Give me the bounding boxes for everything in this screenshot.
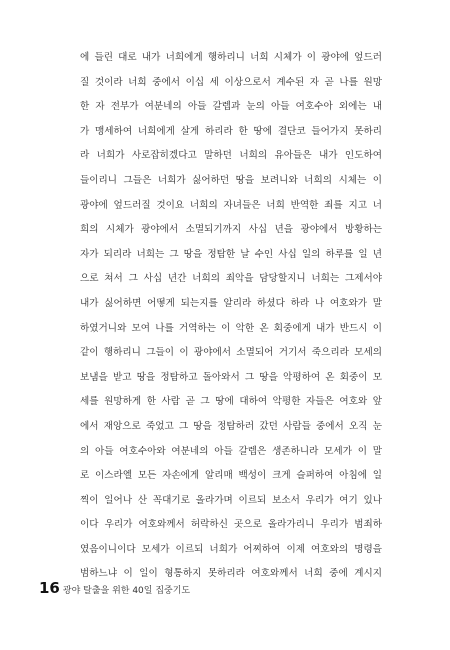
text-line: 로 이스라엘 모든 자손에게 알리매 백성이 크게 슬퍼하여 아침에 일 [80, 470, 382, 482]
text-line: 한 자 전부가 여분네의 아들 갈렙과 눈의 아들 여호수아 외에는 내 [80, 101, 382, 113]
text-line: 찍이 일어나 산 꼭대기로 올라가며 이르되 보소서 우리가 여기 있나 [80, 494, 382, 506]
text-line: 범하느냐 이 일이 형통하지 못하리라 여호와께서 너희 중에 계시지 [80, 568, 382, 580]
text-line: 에서 재앙으로 죽었고 그 땅을 정탐하러 갔던 사람들 중에서 오직 눈 [80, 420, 382, 432]
text-line: 하였거니와 모여 나를 거역하는 이 악한 온 회중에게 내가 반드시 이 [80, 322, 382, 334]
page-footer [39, 579, 190, 599]
text-line: 에 들린 대로 내가 너희에게 행하리니 너희 시체가 이 광야에 엎드러 [80, 52, 382, 63]
text-line: 의 아들 여호수아와 여분네의 아들 갈렙은 생존하니라 모세가 이 말 [80, 445, 382, 457]
running-title: 광야 탈출을 위한 40일 집중기도 [62, 586, 191, 596]
text-line: 질 것이라 너희 중에서 이십 세 이상으로서 계수된 자 곧 나를 원망 [80, 76, 382, 88]
text-line: 보냄을 받고 땅을 정탐하고 돌아와서 그 땅을 악평하여 온 회중이 모 [80, 371, 382, 383]
text-line: 내가 싫어하면 어떻게 되는지를 알리라 하셨다 하라 나 여호와가 말 [80, 297, 382, 309]
text-line: 였음이니이다 모세가 이르되 너희가 어찌하여 이제 여호와의 명령을 [80, 543, 382, 555]
text-line: 자가 되리라 너희는 그 땅을 정탐한 날 수인 사십 일의 하루를 일 년 [80, 248, 382, 260]
text-line: 라 너희가 사로잡히겠다고 말하던 너희의 유아들은 내가 인도하여 [80, 150, 382, 162]
text-line: 이다 우리가 여호와께서 허락하신 곳으로 올라가리니 우리가 범죄하 [80, 519, 382, 531]
text-line: 광야에 엎드러질 것이요 너희의 자녀들은 너희 반역한 죄를 지고 너 [80, 199, 382, 211]
text-line: 같이 행하리니 그들이 이 광야에서 소멸되어 거기서 죽으리라 모세의 [80, 347, 382, 359]
text-line: 희의 시체가 광야에서 소멸되기까지 사십 년을 광야에서 방황하는 [80, 224, 382, 236]
body-text [80, 46, 382, 587]
text-line: 세를 원망하게 한 사람 곧 그 땅에 대하여 악평한 자들은 여호와 앞 [80, 396, 382, 408]
page-number: 16 [39, 579, 60, 597]
text-line: 가 맹세하여 너희에게 살게 하리라 한 땅에 결단코 들어가지 못하리 [80, 125, 382, 137]
text-line: 들이리니 그들은 너희가 싫어하던 땅을 보려니와 너희의 시체는 이 [80, 174, 382, 186]
text-line: 으로 쳐서 그 사십 년간 너희의 죄악을 담당할지니 너희는 그제서야 [80, 273, 382, 285]
